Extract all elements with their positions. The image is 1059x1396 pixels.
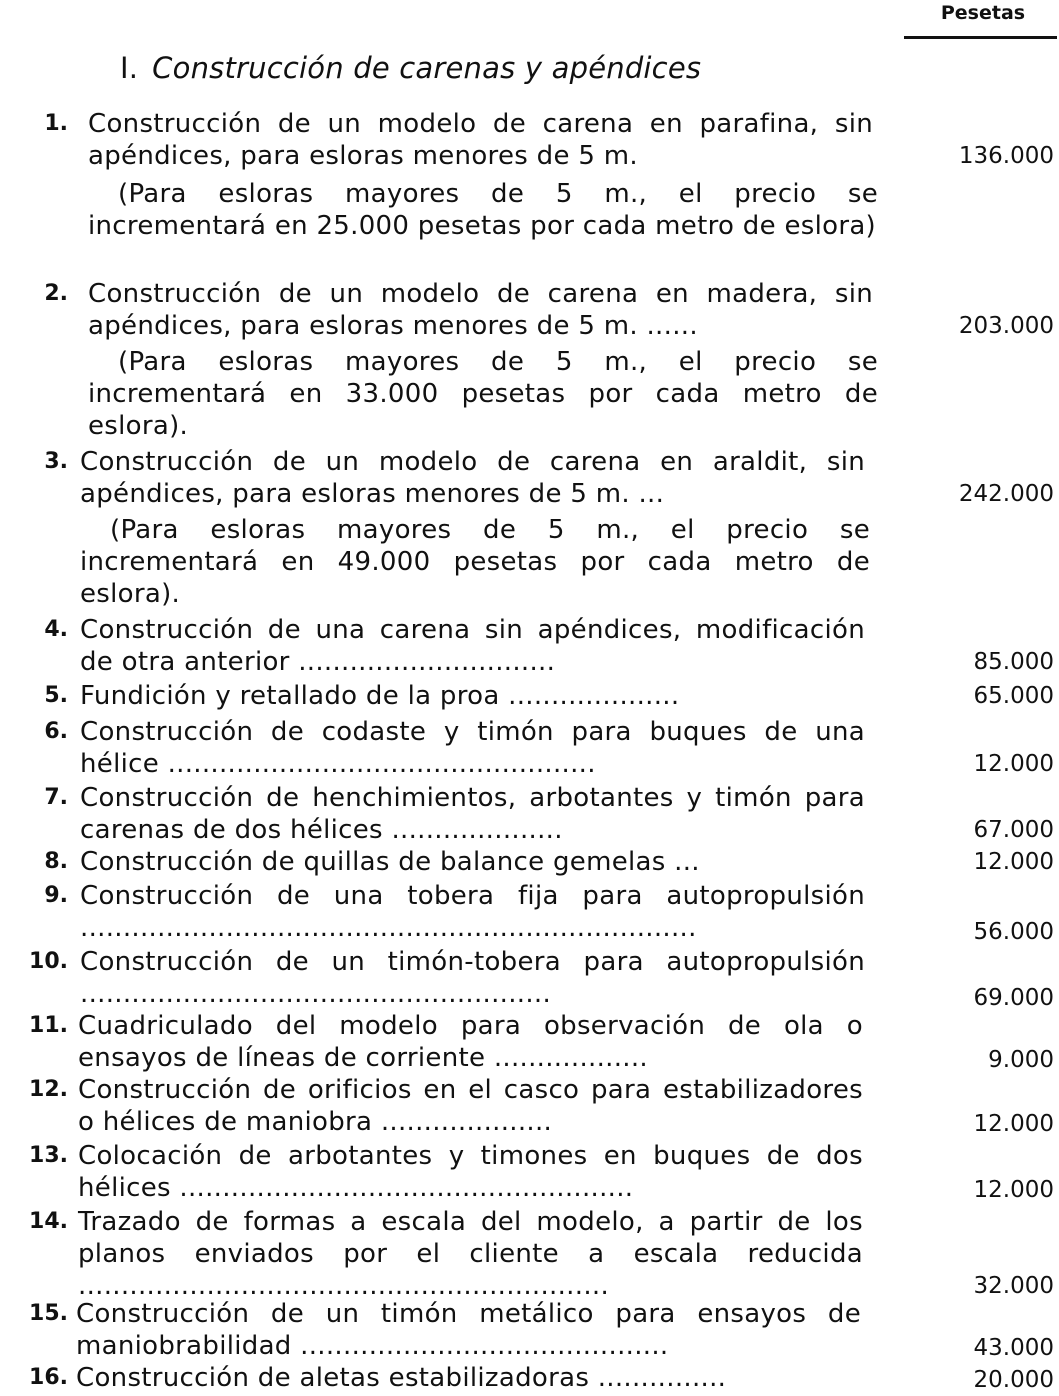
item-price: 12.000 xyxy=(973,849,1054,875)
item-text: Construcción de un timón-tobera para autopropulsión ....................................................... xyxy=(80,947,865,1009)
item-text: Construcción de un modelo de carena en araldit, sin apéndices, para esloras menores de 5 m. ... xyxy=(80,447,865,509)
item-price: 12.000 xyxy=(973,751,1054,777)
item-note xyxy=(80,514,870,610)
item-number: 2. xyxy=(44,281,68,306)
item-text: Construcción de un modelo de carena en parafina, sin apéndices, para esloras menores de 5 m. xyxy=(88,109,873,171)
pesetas-column-header: Pesetas xyxy=(940,2,1026,24)
item-note xyxy=(88,346,878,442)
item-number: 11. xyxy=(29,1013,68,1038)
item-number: 12. xyxy=(29,1077,68,1102)
item-note-text: (Para esloras mayores de 5 m., el precio se incrementará en 33.000 pesetas por cada metro de eslora). xyxy=(88,347,878,441)
item-price: 65.000 xyxy=(973,683,1054,709)
item-text: Construcción de codaste y timón para buques de una hélice .................................................. xyxy=(80,717,865,779)
item-price: 12.000 xyxy=(973,1111,1054,1137)
item-price: 69.000 xyxy=(973,985,1054,1011)
item-text: Trazado de formas a escala del modelo, a partir de los planos enviados por el cliente a escala reducida .............................................................. xyxy=(78,1207,863,1301)
item-price: 12.000 xyxy=(973,1177,1054,1203)
item-number: 4. xyxy=(44,617,68,642)
item-price: 32.000 xyxy=(973,1273,1054,1299)
item-text: Construcción de henchimientos, arbotantes y timón para carenas de dos hélices .................... xyxy=(80,783,865,845)
item-number: 6. xyxy=(44,719,68,744)
item-number: 10. xyxy=(29,949,68,974)
item-note-text: (Para esloras mayores de 5 m., el precio se incrementará en 49.000 pesetas por cada metro de eslora). xyxy=(80,515,870,609)
section-title-text: Construcción de carenas y apéndices xyxy=(152,51,702,85)
item-price: 203.000 xyxy=(958,313,1054,339)
item-number: 7. xyxy=(44,785,68,810)
item-number: 9. xyxy=(44,883,68,908)
item-text: Fundición y retallado de la proa .................... xyxy=(80,681,680,711)
item-text: Construcción de aletas estabilizadoras ............... xyxy=(76,1363,727,1393)
item-text: Construcción de un modelo de carena en madera, sin apéndices, para esloras menores de 5 m. ...... xyxy=(88,279,873,341)
item-number: 8. xyxy=(44,849,68,874)
item-price: 56.000 xyxy=(973,919,1054,945)
item-price: 136.000 xyxy=(958,143,1054,169)
item-number: 15. xyxy=(29,1301,68,1326)
item-number: 13. xyxy=(29,1143,68,1168)
item-text: Construcción de una carena sin apéndices, modificación de otra anterior .............................. xyxy=(80,615,865,677)
item-text: Construcción de una tobera fija para autopropulsión ........................................................................ xyxy=(80,881,865,943)
item-number: 14. xyxy=(29,1209,68,1234)
item-number: 3. xyxy=(44,449,68,474)
item-price: 242.000 xyxy=(958,481,1054,507)
item-number: 5. xyxy=(44,683,68,708)
item-price: 43.000 xyxy=(973,1335,1054,1361)
section-number: I. xyxy=(120,51,139,85)
item-price: 85.000 xyxy=(973,649,1054,675)
item-text: Construcción de orificios en el casco para estabilizadores o hélices de maniobra .................... xyxy=(78,1075,863,1137)
item-text: Colocación de arbotantes y timones en buques de dos hélices ..................................................... xyxy=(78,1141,863,1203)
item-text: Construcción de quillas de balance gemelas ... xyxy=(80,847,700,877)
item-text: Construcción de un timón metálico para ensayos de maniobrabilidad ........................................... xyxy=(76,1299,861,1361)
item-price: 67.000 xyxy=(973,817,1054,843)
item-number: 1. xyxy=(44,111,68,136)
item-price: 20.000 xyxy=(973,1367,1054,1393)
item-number: 16. xyxy=(29,1365,68,1390)
item-text: Cuadriculado del modelo para observación de ola o ensayos de líneas de corriente .................. xyxy=(78,1011,863,1073)
header-rule xyxy=(904,36,1057,39)
section-title xyxy=(120,50,701,86)
item-note-text: (Para esloras mayores de 5 m., el precio se incrementará en 25.000 pesetas por cada metro de eslora) xyxy=(88,179,878,241)
item-note xyxy=(88,178,878,242)
item-price: 9.000 xyxy=(988,1047,1054,1073)
